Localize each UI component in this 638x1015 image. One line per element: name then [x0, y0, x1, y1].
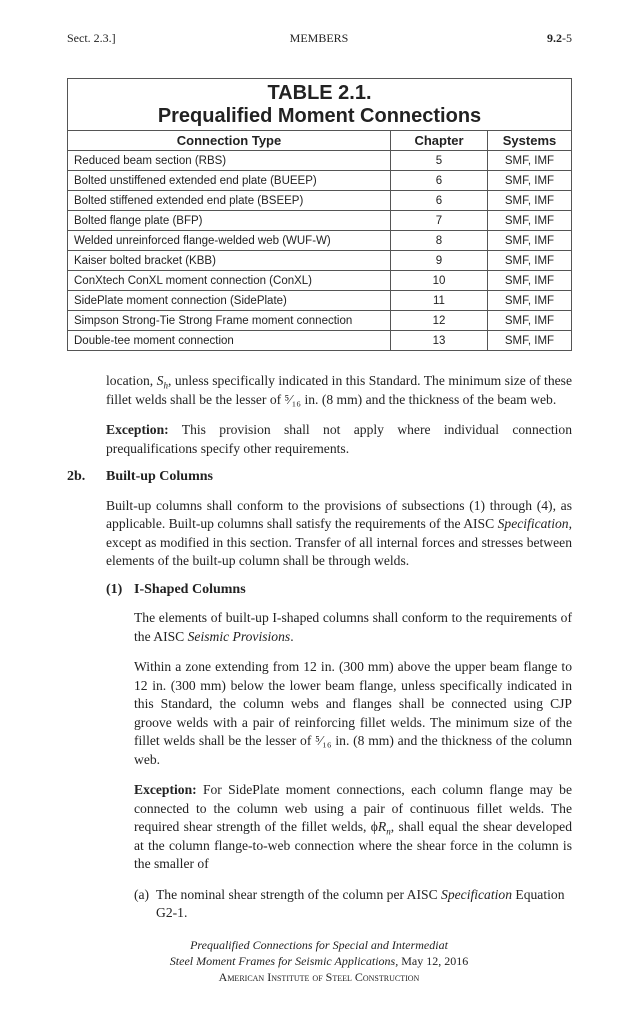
- cell-chapter: 11: [391, 291, 488, 311]
- cell-connection-type: Reduced beam section (RBS): [68, 151, 391, 171]
- running-header-section: Sect. 2.3.]: [67, 31, 116, 45]
- table-title-line2: Prequalified Moment Connections: [157, 105, 482, 127]
- section-2b-number: 2b.: [67, 469, 86, 484]
- section-2b-heading: [67, 468, 572, 487]
- exception-label: Exception:: [106, 422, 169, 437]
- cell-chapter: 9: [391, 251, 488, 271]
- cell-chapter: 5: [391, 151, 488, 171]
- col-header-connection-type: Connection Type: [68, 131, 391, 151]
- col-header-chapter: Chapter: [391, 131, 488, 151]
- subsection-1-title: I-Shaped Columns: [134, 581, 246, 597]
- text-italic: Specification: [441, 886, 513, 902]
- cell-systems: SMF, IMF: [488, 311, 572, 331]
- text: , unless specifically indicated in this Standard. The minimum size of these fillet welds shall be the lesser of ⁵⁄₁₆ in. (8 mm) and the thickness of the beam web.: [106, 373, 572, 407]
- cell-connection-type: SidePlate moment connection (SidePlate): [68, 291, 391, 311]
- cell-connection-type: Double-tee moment connection: [68, 331, 391, 351]
- cell-connection-type: Bolted unstiffened extended end plate (BUEEP): [68, 171, 391, 191]
- cell-systems: SMF, IMF: [488, 231, 572, 251]
- item-a-label: (a): [134, 886, 150, 902]
- cell-connection-type: ConXtech ConXL moment connection (ConXL): [68, 271, 391, 291]
- text: .: [290, 628, 294, 644]
- cell-systems: SMF, IMF: [488, 251, 572, 271]
- text: The nominal shear strength of the column per AISC: [156, 886, 442, 902]
- cell-systems: SMF, IMF: [488, 291, 572, 311]
- text: This provision shall not apply where individual connection prequalifications specify other requirements.: [106, 422, 572, 456]
- footer-date: May 12, 2016: [398, 953, 469, 968]
- cell-systems: SMF, IMF: [488, 171, 572, 191]
- subsection-1-heading: [106, 581, 572, 600]
- paragraph-zone: Within a zone extending from 12 in. (300 mm) above the upper beam flange to 12 in. (300 mm) below the lower beam flange, unless specifically indicated in this Standard, the column webs and flanges shall be connected using CJP groove welds with a pair of reinforcing fillet welds. The minimum size of the fillet welds shall be the lesser of ⁵⁄₁₆ in. (8 mm) and the thickness of the column web.: [134, 659, 572, 767]
- subscript: h: [163, 380, 168, 391]
- exception-1: [106, 421, 572, 458]
- exception-2: [134, 781, 572, 874]
- cell-chapter: 12: [391, 311, 488, 331]
- footer-publisher: American Institute of Steel Construction: [218, 969, 420, 984]
- text: Built-up columns shall conform to the provisions of subsections (1) through (4), as applicable. Built-up columns shall satisfy the requirements of the AISC: [106, 497, 572, 531]
- text: Equation G2-1.: [156, 886, 565, 920]
- section-2b-title: Built-up Columns: [106, 469, 213, 484]
- text: , except as modified in this section. Transfer of all internal forces and stresses between elements of the built-up column shall be through welds.: [106, 516, 572, 568]
- cell-chapter: 6: [391, 191, 488, 211]
- item-a-text: [156, 886, 572, 923]
- text: , shall equal the shear developed at the column flange-to-web connection where the shear force in the column is the smaller of: [134, 819, 573, 871]
- paragraph-built-up-columns: [106, 497, 572, 571]
- footer-line1: Prequalified Connections for Special and Intermediat: [190, 937, 448, 952]
- subsection-1-number: (1): [106, 581, 123, 597]
- cell-connection-type: Bolted stiffened extended end plate (BSEEP): [68, 191, 391, 211]
- cell-systems: SMF, IMF: [488, 151, 572, 171]
- cell-chapter: 10: [391, 271, 488, 291]
- text: The elements of built-up I-shaped columns shall conform to the requirements of the AISC: [134, 610, 572, 644]
- paragraph-fillet-welds: [106, 372, 572, 409]
- symbol: S: [156, 373, 164, 388]
- text-italic: Seismic Provisions: [187, 628, 291, 644]
- text: For SidePlate moment connections, each column flange may be connected to the column web using a pair of continuous fillet welds. The required shear strength of the fillet welds, ϕ: [134, 782, 572, 834]
- cell-connection-type: Simpson Strong-Tie Strong Frame moment connection: [68, 311, 391, 331]
- cell-systems: SMF, IMF: [488, 271, 572, 291]
- table-title-line1: TABLE 2.1.: [267, 82, 372, 104]
- item-a: [134, 886, 572, 923]
- page-number-rest: -5: [562, 31, 572, 45]
- subscript: n: [386, 826, 391, 837]
- cell-connection-type: Welded unreinforced flange-welded web (WUF-W): [68, 231, 391, 251]
- cell-systems: SMF, IMF: [488, 331, 572, 351]
- footer-line2-italic: Steel Moment Frames for Seismic Applications,: [169, 953, 399, 968]
- cell-connection-type: Kaiser bolted bracket (KBB): [68, 251, 391, 271]
- cell-systems: SMF, IMF: [488, 211, 572, 231]
- page-number-bold: 9.2: [547, 31, 562, 45]
- symbol: R: [377, 819, 387, 834]
- cell-chapter: 7: [391, 211, 488, 231]
- cell-chapter: 8: [391, 231, 488, 251]
- running-header-title: MEMBERS: [289, 31, 349, 45]
- text: location,: [106, 373, 157, 388]
- exception-label: Exception:: [134, 782, 197, 797]
- cell-systems: SMF, IMF: [488, 191, 572, 211]
- cell-chapter: 13: [391, 331, 488, 351]
- cell-connection-type: Bolted flange plate (BFP): [68, 211, 391, 231]
- text-italic: Specification: [497, 516, 569, 531]
- footer: [0, 937, 638, 1015]
- cell-chapter: 6: [391, 171, 488, 191]
- col-header-systems: Systems: [488, 131, 572, 151]
- paragraph-i-shaped: [134, 609, 572, 646]
